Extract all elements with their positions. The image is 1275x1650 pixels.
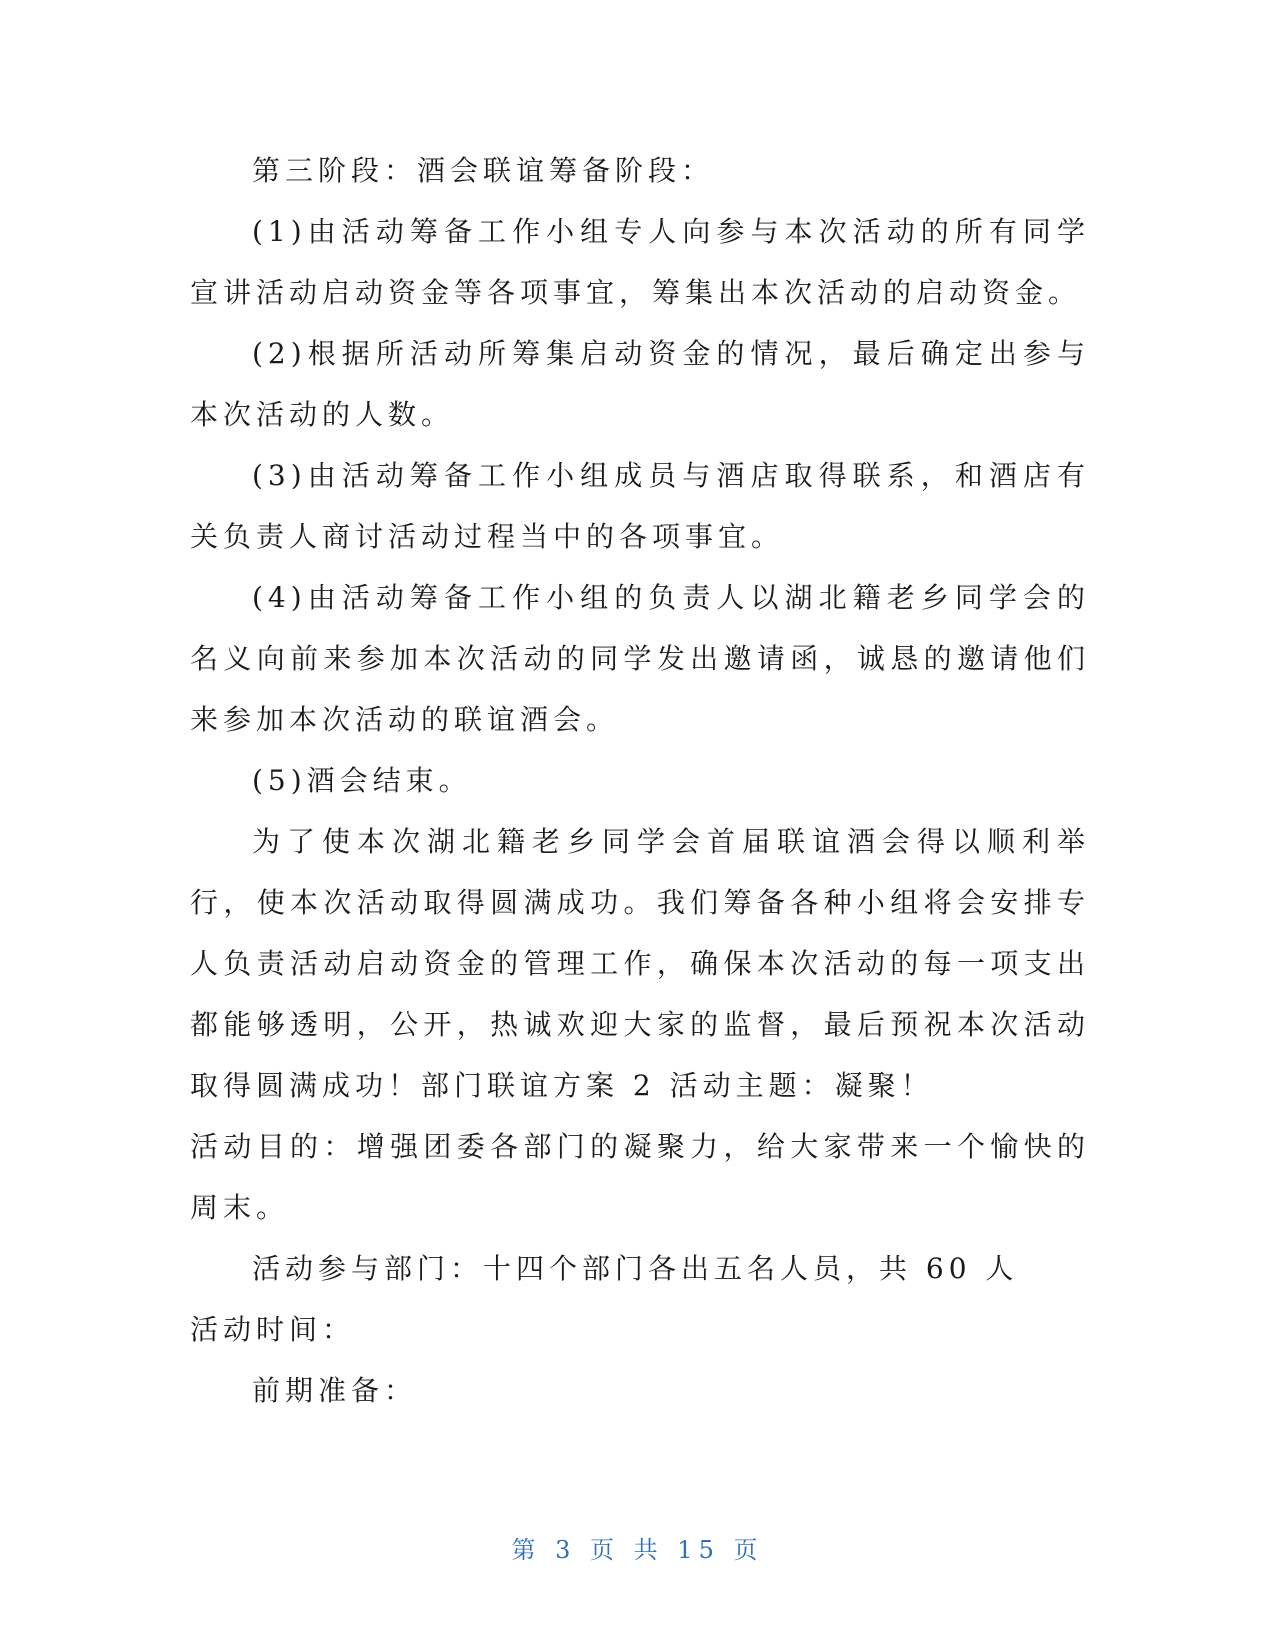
paragraph-item-3: (3)由活动筹备工作小组成员与酒店取得联系，和酒店有关负责人商讨活动过程当中的各项事宜。 <box>190 459 1090 553</box>
paragraph-participating-departments: 活动参与部门：十四个部门各出五名人员，共 60 人 <box>252 1252 1019 1285</box>
paragraph-item-1: (1)由活动筹备工作小组专人向参与本次活动的所有同学宣讲活动启动资金等各项事宜，筹集出本次活动的启动资金。 <box>190 215 1090 309</box>
paragraph-item-4: (4)由活动筹备工作小组的负责人以湖北籍老乡同学会的名义向前来参加本次活动的同学发出邀请函，诚恳的邀请他们来参加本次活动的联谊酒会。 <box>190 581 1090 736</box>
paragraph-item-2: (2)根据所活动所筹集启动资金的情况，最后确定出参与本次活动的人数。 <box>190 337 1090 431</box>
section-heading-stage-three: 第三阶段：酒会联谊筹备阶段： <box>252 154 715 187</box>
page-number-footer: 第 3 页 共 15 页 <box>511 1536 764 1564</box>
paragraph-activity-time: 活动时间： <box>190 1313 356 1346</box>
document-body <box>190 140 1090 1421</box>
paragraph-item-5: (5)酒会结束。 <box>252 764 472 797</box>
paragraph-closing: 为了使本次湖北籍老乡同学会首届联谊酒会得以顺利举行，使本次活动取得圆满成功。我们筹备各种小组将会安排专人负责活动启动资金的管理工作，确保本次活动的每一项支出都能够透明，公开，热诚欢迎大家的监督，最后预祝本次活动取得圆满成功！部门联谊方案 2 活动主题：凝聚！ <box>190 825 1090 1102</box>
paragraph-preparation: 前期准备： <box>252 1374 418 1407</box>
paragraph-activity-purpose: 活动目的：增强团委各部门的凝聚力，给大家带来一个愉快的周末。 <box>190 1130 1090 1224</box>
